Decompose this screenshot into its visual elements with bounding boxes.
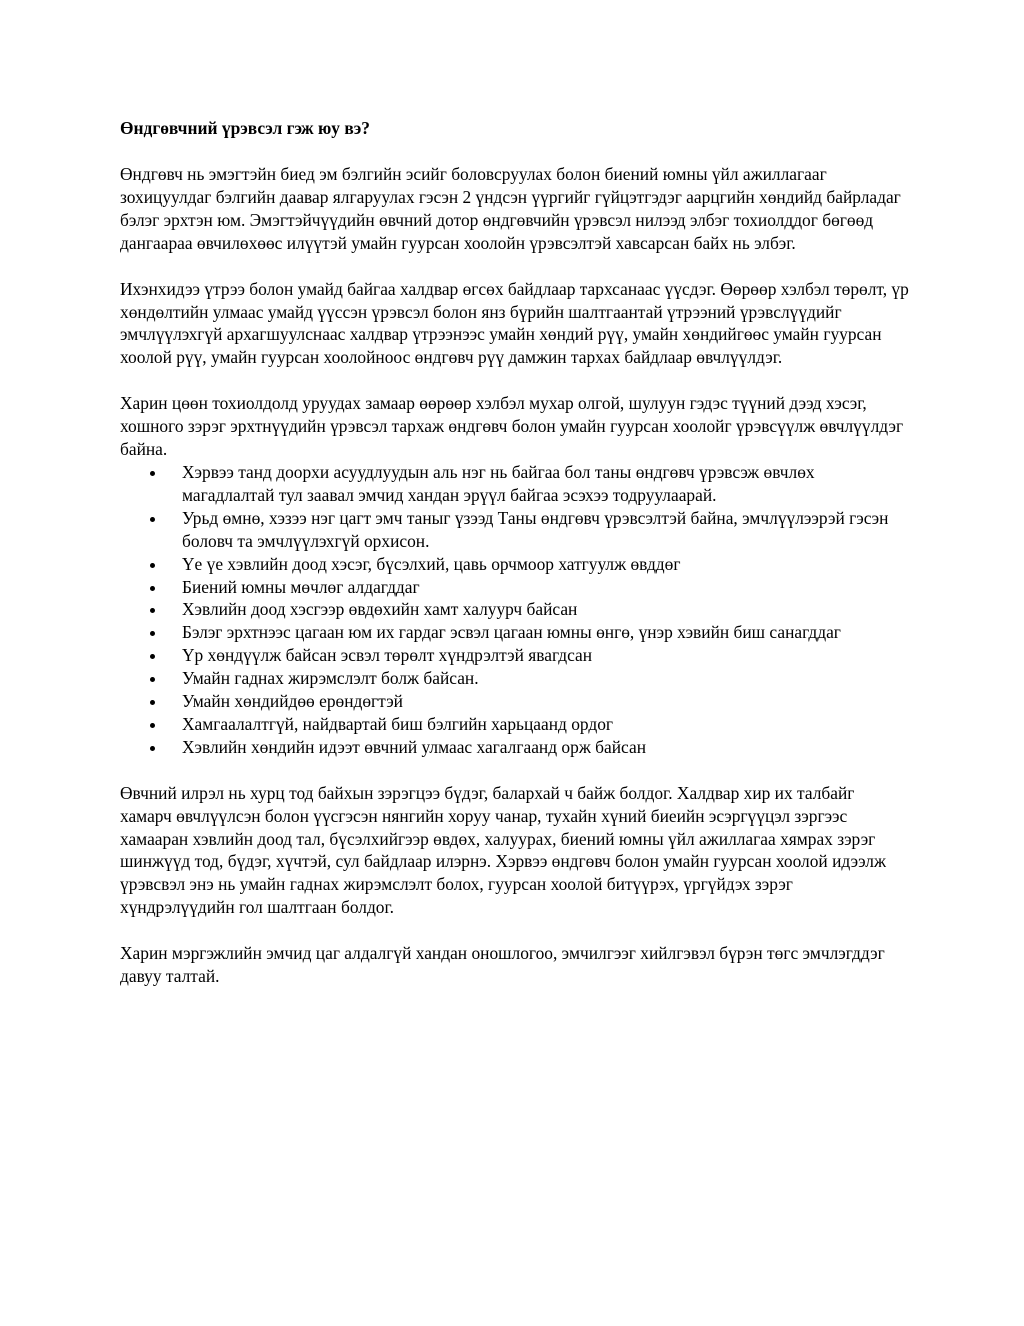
document-title: Өндгөвчний үрэвсэл гэж юу вэ? [120, 118, 370, 138]
list-item-text: Хамгаалалтгүй, найдвартай биш бэлгийн харьцаанд ордог [182, 713, 614, 734]
bullet-icon [150, 654, 155, 659]
list-item [120, 553, 910, 576]
paragraph-symptoms: Өвчний илрэл нь хурц тод байхын зэрэгцээ бүдэг, балархай ч байж болдог. Халдвар хир их талбайг хамарч өвчлүүлсэн болон үүсгэсэн нянгийн хоруу чанар, тухайн хүний биеийн эсэргүүцэл зэргээс хамааран хэвлийн доод тал, бүсэлхийгээр өвдөх, халуурах, биений юмны үйл ажиллагаа хямрах зэрэг шинжүүд тод, бүдэг, хүчтэй, сул байдлаар илэрнэ. Хэрвээ өндгөвч болон умайн гуурсан хоолой идээлж үрэвсвэл энэ нь умайн гаднах жирэмслэлт болох, гуурсан хоолой битүүрэх, үргүйдэх зэрэг хүндрэлүүдийн гол шалтгаан болдог. [120, 782, 886, 918]
list-item-text: Бэлэг эрхтнээс цагаан юм их гардаг эсвэл цагаан юмны өнгө, үнэр хэвийн биш санагддаг [182, 622, 841, 643]
risk-factor-list [120, 461, 910, 759]
list-item [120, 576, 910, 599]
list-item [120, 690, 910, 713]
paragraph-intro: Өндгөвч нь эмэгтэйн биед эм бэлгийн эсийг боловсруулах болон биений юмны үйл ажиллагааг зохицуулдаг бэлгийн даавар ялгаруулах гэсэн 2 үндсэн үүргийг гүйцэтгэдэг аарцгийн хөндийд байрладаг бэлэг эрхтэн юм. Эмэгтэйчүүдийн өвчний дотор өндгөвчийн үрэвсэл нилээд элбэг тохиолддог бөгөөд дангаараа өвчилөхөөс илүүтэй умайн гуурсан хоолойн үрэвсэлтэй хавсарсан байх нь элбэг. [120, 164, 901, 253]
list-item [120, 736, 910, 759]
list-item [120, 507, 910, 553]
list-item [120, 644, 910, 667]
list-item [120, 598, 910, 621]
paragraph-causes: Ихэнхидээ үтрээ болон умайд байгаа халдвар өгсөх байдлаар тархсанаас үүсдэг. Өөрөөр хэлбэл төрөлт, үр хөндөлтийн улмаас умайд үүссэн үрэвсэл болон янз бүрийн шалтгаантай үтрээний үрэвслүүдийг эмчлүүлэхгүй архагшуулснаас халдвар үтрээнээс умайн хөндий рүү, умайн хөндийгөөс умайн гуурсан хоолой рүү, умайн гуурсан хоолойноос өндгөвч рүү дамжин тархах байдлаар өвчлүүлдэг. [120, 278, 909, 368]
bullet-icon [150, 677, 155, 682]
bullet-icon [150, 631, 155, 636]
bullet-icon [150, 563, 155, 568]
list-item-text: Урьд өмнө, хэзээ нэг цагт эмч таныг үзээд Таны өндгөвч үрэвсэлтэй байна, эмчлүүлээрэй гэсэн боловч та эмчлүүлэхгүй орхисон. [182, 507, 889, 551]
bullet-icon [150, 586, 155, 591]
list-item-text: Хэрвээ танд доорхи асуудлуудын аль нэг нь байгаа бол таны өндгөвч үрэвсэж өвчлөх магадлалтай тул заавал эмчид хандан эрүүл байгаа эсэхээ тодруулаарай. [182, 461, 815, 505]
list-item-text: Хэвлийн хөндийн идээт өвчний улмаас хагалгаанд орж байсан [182, 736, 647, 757]
bullet-icon [150, 700, 155, 705]
list-item-text: Умайн гаднах жирэмслэлт болж байсан. [182, 668, 479, 689]
list-item [120, 713, 910, 736]
bullet-icon [150, 746, 155, 751]
list-item-text: Хэвлийн доод хэсгээр өвдөхийн хамт халуурч байсан [182, 599, 578, 620]
paragraph-rare-causes: Харин цөөн тохиолдолд уруудах замаар өөрөөр хэлбэл мухар олгой, шулуун гэдэс түүний дээд хэсэг, хошного зэрэг эрхтнүүдийн үрэвсэл тархаж өндгөвч болон умайн гуурсан хоолойг үрэвсүүлж өвчлүүлдэг байна. [120, 393, 904, 460]
list-item-text: Биений юмны мөчлөг алдагддаг [182, 576, 420, 597]
bullet-icon [150, 723, 155, 728]
bullet-icon [150, 517, 155, 522]
list-item-text: Умайн хөндийдөө ерөндөгтэй [182, 691, 403, 712]
bullet-icon [150, 608, 155, 613]
list-item [120, 461, 910, 507]
bullet-icon [150, 471, 155, 476]
list-item [120, 621, 910, 644]
list-item [120, 667, 910, 690]
paragraph-conclusion: Харин мэргэжлийн эмчид цаг алдалгүй хандан оношлогоо, эмчилгээг хийлгэвэл бүрэн төгс эмчлэгддэг давуу талтай. [120, 943, 885, 987]
document-body [120, 116, 910, 1011]
list-item-text: Үе үе хэвлийн доод хэсэг, бүсэлхий, цавь орчмоор хатгуулж өвддөг [182, 553, 681, 574]
list-item-text: Үр хөндүүлж байсан эсвэл төрөлт хүндрэлтэй явагдсан [182, 645, 593, 666]
